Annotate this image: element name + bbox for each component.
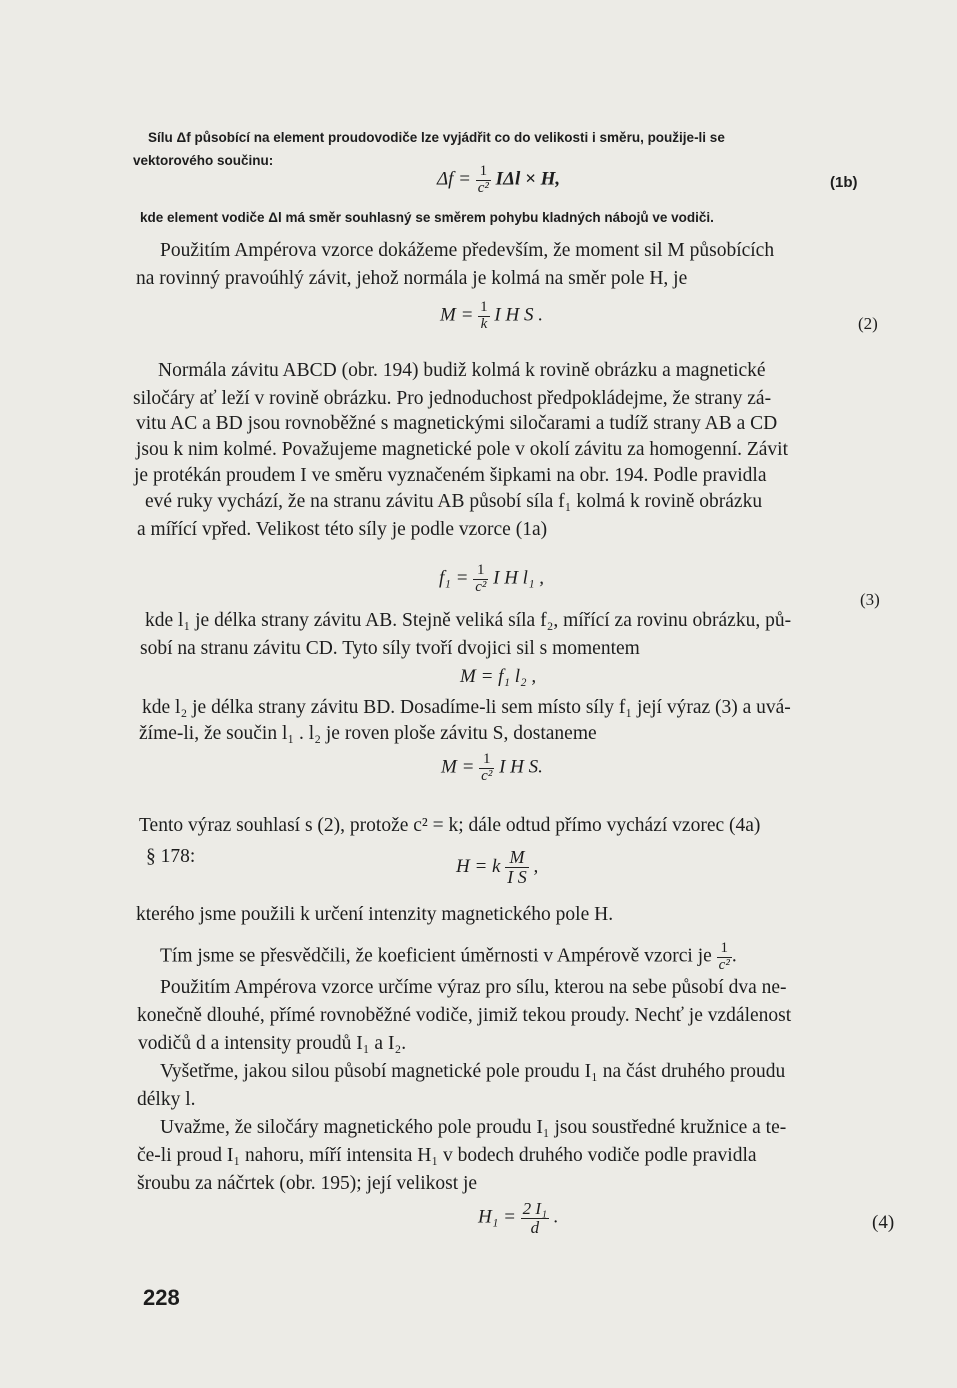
p4-line-1: kde l₂ je délka strany závitu BD. Dosadíme-li sem místo síly f₁ její výraz (3) a uvá- [142, 697, 791, 718]
frac-num: 1 [476, 164, 491, 181]
frac-den: d [530, 1217, 540, 1237]
frac-den: c² [718, 956, 730, 973]
eq-fraction [505, 848, 529, 887]
frac-num: 1 [717, 941, 732, 958]
p7-line-3: vodičů d a intensity proudů I₁ a I₂. [138, 1033, 407, 1054]
frac-den: I S [507, 866, 527, 887]
equation-4 [478, 1200, 558, 1237]
eq-rhs: I H S . [494, 304, 543, 326]
p3-line-1: kde l₁ je délka strany závitu AB. Stejně veliká síla f₂, mířící za rovinu obrázku, pů- [145, 610, 792, 631]
frac-num: 2 I₁ [522, 1199, 547, 1218]
p5-line-2: § 178: [146, 846, 196, 867]
equation-3 [439, 563, 544, 596]
p2-line-2: siločáry ať leží v rovině obrázku. Pro jednoduchost předpokládejme, že strany zá- [133, 388, 772, 409]
p2-line-4: jsou k nim kolmé. Považujeme magnetické pole v okolí závitu za homogenní. Závit [136, 439, 789, 460]
frac-num: 1 [473, 563, 488, 580]
eq-lhs: Δf = [437, 168, 472, 190]
frac-den: c² [475, 578, 487, 595]
equation-moment-2 [441, 752, 543, 785]
frac-num: M [505, 848, 529, 868]
eq-rhs: IΔl × H, [495, 168, 561, 190]
equation-number-4: (4) [872, 1212, 895, 1233]
intro-after: kde element vodiče Δl má směr souhlasný se směrem pohybu kladných nábojů ve vodiči. [140, 210, 714, 225]
eq-fraction [473, 563, 488, 596]
eq-rhs: I H l₁ , [493, 567, 545, 589]
p6-line-2 [160, 941, 737, 974]
p7-line-8: šroubu za náčrtek (obr. 195); její velikost je [137, 1173, 478, 1194]
intro-line-2: vektorového součinu: [133, 153, 274, 168]
eq-fraction [478, 300, 490, 333]
eq-lhs: H₁ = [478, 1206, 516, 1228]
p2-line-5: je protékán proudem I ve směru vyznačeném šipkami na obr. 194. Podle pravidla [134, 465, 767, 486]
p1-line-2: na rovinný pravoúhlý závit, jehož normála je kolmá na směr pole H, je [136, 268, 688, 289]
eq-lhs: f₁ = [439, 567, 469, 589]
p6-end: . [731, 945, 737, 967]
p5-line-1: Tento výraz souhlasí s (2), protože c² = k; dále odtud přímo vychází vzorec (4a) [139, 815, 761, 836]
p2-line-3: vitu AC a BD jsou rovnoběžné s magnetickými siločarami a tudíž strany AB a CD [136, 413, 778, 434]
p7-line-4: Vyšetřme, jakou silou působí magnetické pole proudu I₁ na část druhého proudu [160, 1061, 786, 1082]
equation-number-1b: (1b) [830, 174, 858, 191]
equation-number-3: (3) [860, 590, 880, 609]
p2-line-7: a mířící vpřed. Velikost této síly je podle vzorce (1a) [137, 519, 548, 540]
frac-num: 1 [480, 299, 488, 315]
p1-line-1: Použitím Ampérova vzorce dokážeme především, že moment sil M působících [160, 240, 775, 261]
equation-h [456, 848, 538, 887]
eq-lhs: M = [440, 304, 474, 326]
p7-line-2: konečně dlouhé, přímé rovnoběžné vodiče, jimiž tekou proudy. Nechť je vzdálenost [137, 1005, 792, 1026]
p7-line-5: délky l. [137, 1089, 196, 1110]
frac-den: c² [477, 179, 489, 196]
equation-number-2: (2) [858, 314, 878, 333]
eq-rhs: I H S. [499, 756, 543, 778]
p6-text: Tím jsme se přesvědčili, že koeficient úměrnosti v Ampérově vzorci je [160, 945, 712, 967]
p2-line-1: Normála závitu ABCD (obr. 194) budiž kolmá k rovině obrázku a magnetické [158, 360, 766, 381]
frac-den: c² [481, 767, 493, 784]
coefficient-fraction [717, 941, 732, 974]
p7-line-6: Uvažme, že siločáry magnetického pole proudu I₁ jsou soustředné kružnice a te- [160, 1117, 787, 1138]
eq-rhs: , [533, 855, 539, 877]
eq-fraction [476, 164, 491, 197]
equation-1b [437, 164, 560, 197]
page-number: 228 [143, 1285, 180, 1310]
eq-lhs: H = k [456, 855, 501, 877]
equation-2 [440, 300, 543, 333]
p4-line-2: žíme-li, že součin l₁ . l₂ je roven ploše závitu S, dostaneme [139, 723, 597, 744]
p7-line-1: Použitím Ampérova vzorce určíme výraz pro sílu, kterou na sebe působí dva ne- [160, 977, 787, 998]
eq-fraction [521, 1200, 549, 1237]
p2-line-6: evé ruky vychází, že na stranu závitu AB působí síla f₁ kolmá k rovině obrázku [145, 491, 763, 512]
p7-line-7: če-li proud I₁ nahoru, míří intensita H₁ v bodech druhého vodiče podle pravidla [137, 1145, 757, 1166]
eq-lhs: M = [441, 756, 475, 778]
intro-line-1: Sílu Δf působící na element proudovodiče lze vyjádřit co do velikosti i směru, použije-li se [148, 130, 725, 145]
eq-rhs: . [553, 1206, 559, 1228]
frac-den: k [480, 315, 488, 332]
p6-line-1: kterého jsme použili k určení intenzity magnetického pole H. [136, 904, 614, 925]
eq-fraction [479, 752, 494, 785]
frac-num: 1 [479, 752, 494, 769]
p3-line-2: sobí na stranu závitu CD. Tyto síly tvoří dvojici sil s momentem [140, 638, 640, 659]
equation-moment: M = f₁ l₂ , [460, 666, 537, 687]
